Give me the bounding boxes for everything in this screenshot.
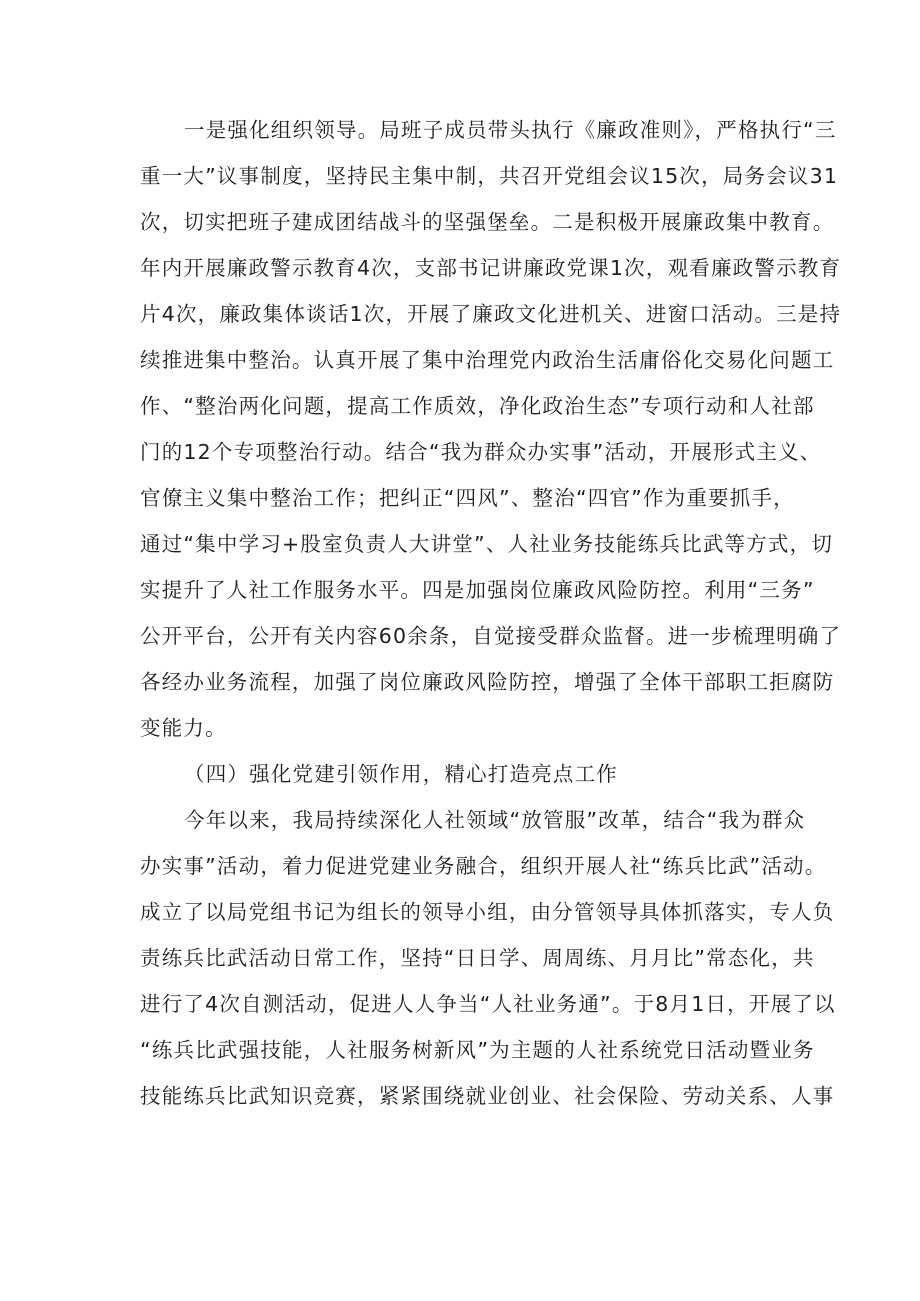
paragraph-2-line-1: 今年以来，我局持续深化人社领域“放管服”改革，结合“我为群众 <box>184 808 806 832</box>
paragraph-1-line-2: 重一大”议事制度，坚持民主集中制，共召开党组会议15次，局务会议31 <box>140 164 839 188</box>
paragraph-1-line-12: 公开平台，公开有关内容60余条，自觉接受群众监督。进一步梳理明确了 <box>140 624 842 648</box>
paragraph-1-line-10: 通过“集中学习+股室负责人大讲堂”、人社业务技能练兵比武等方式，切 <box>140 532 834 556</box>
paragraph-1-line-8: 门的12个专项整治行动。结合“我为群众办实事”活动，开展形式主义、 <box>140 440 822 464</box>
paragraph-1-line-3: 次，切实把班子建成团结战斗的坚强堡垒。二是积极开展廉政集中教育。 <box>140 210 835 234</box>
paragraph-1-line-7: 作、“整治两化问题，提高工作质效，净化政治生态”专项行动和人社部 <box>140 394 815 418</box>
paragraph-1-line-1: 一是强化组织领导。局班子成员带头执行《廉政准则》，严格执行“三 <box>184 118 837 142</box>
paragraph-2-line-6: “练兵比武强技能，人社服务树新风”为主题的人社系统党日活动暨业务 <box>140 1038 815 1062</box>
paragraph-2-line-4: 责练兵比武活动日常工作，坚持“日日学、周周练、月月比”常态化，共 <box>140 946 815 970</box>
paragraph-1-line-6: 续推进集中整治。认真开展了集中治理党内政治生活庸俗化交易化问题工 <box>140 348 835 372</box>
paragraph-2-line-2: 办实事”活动，着力促进党建业务融合，组织开展人社“练兵比武”活动。 <box>140 854 827 878</box>
paragraph-1-line-5: 片4次，廉政集体谈话1次，开展了廉政文化进机关、进窗口活动。三是持 <box>140 302 842 326</box>
section-heading-4: （四）强化党建引领作用，精心打造亮点工作 <box>184 762 618 786</box>
paragraph-1-line-9: 官僚主义集中整治工作；把纠正“四风”、整治“四官”作为重要抓手， <box>140 486 795 510</box>
paragraph-2-line-3: 成立了以局党组书记为组长的领导小组，由分管领导具体抓落实，专人负 <box>140 900 835 924</box>
paragraph-2-line-7: 技能练兵比武知识竞赛，紧紧围绕就业创业、社会保险、劳动关系、人事 <box>140 1084 835 1108</box>
paragraph-1-line-13: 各经办业务流程，加强了岗位廉政风险防控，增强了全体干部职工拒腐防 <box>140 670 835 694</box>
paragraph-1-line-4: 年内开展廉政警示教育4次，支部书记讲廉政党课1次，观看廉政警示教育 <box>140 256 842 280</box>
paragraph-1-line-11: 实提升了人社工作服务水平。四是加强岗位廉政风险防控。利用“三务” <box>140 578 815 602</box>
paragraph-1-line-14: 变能力。 <box>140 716 227 740</box>
paragraph-2-line-5: 进行了4次自测活动，促进人人争当“人社业务通”。于8月1日，开展了以 <box>140 992 836 1016</box>
